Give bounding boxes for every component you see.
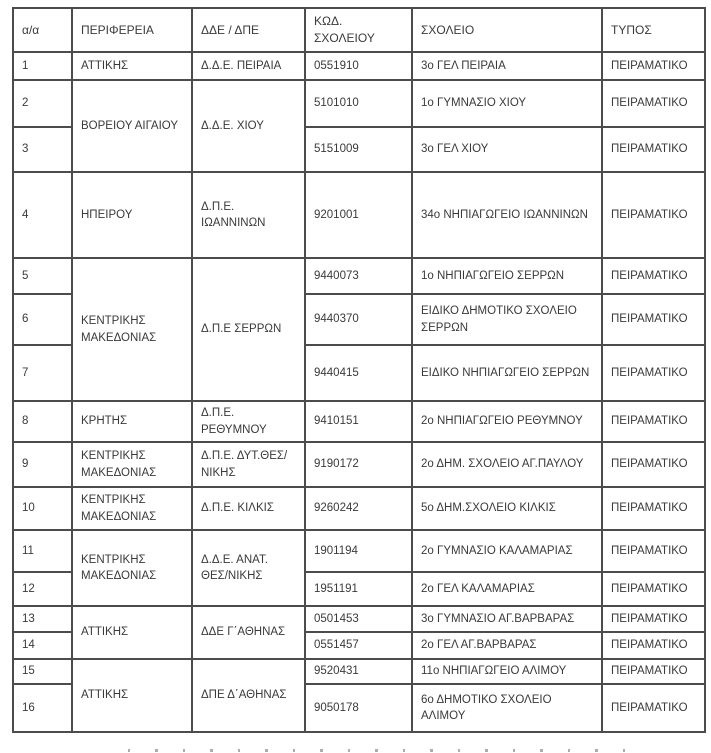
cell-num: 15 <box>13 659 72 684</box>
cell-type: ΠΕΙΡΑΜΑΤΙΚΟ <box>602 606 705 632</box>
table-row <box>13 442 705 487</box>
cropped-text-fragment <box>128 749 628 752</box>
cell-type: ΠΕΙΡΑΜΑΤΙΚΟ <box>602 659 705 684</box>
cell-region: ΑΤΤΙΚΗΣ <box>72 606 192 659</box>
cell-dde: Δ.Π.Ε. ΡΕΘΥΜΝΟΥ <box>192 401 305 442</box>
table-row <box>13 172 705 258</box>
cell-school: 5ο ΔΗΜ.ΣΧΟΛΕΙΟ ΚΙΛΚΙΣ <box>412 487 602 530</box>
cell-school: 2ο ΔΗΜ. ΣΧΟΛΕΙΟ ΑΓ.ΠΑΥΛΟΥ <box>412 442 602 487</box>
cell-code: 9050178 <box>305 684 412 732</box>
cell-school: 1ο ΝΗΠΙΑΓΩΓΕΙΟ ΣΕΡΡΩΝ <box>412 258 602 294</box>
table-row <box>13 659 705 684</box>
cell-type: ΠΕΙΡΑΜΑΤΙΚΟ <box>602 487 705 530</box>
cell-type: ΠΕΙΡΑΜΑΤΙΚΟ <box>602 632 705 659</box>
cell-num: 14 <box>13 632 72 659</box>
cell-type: ΠΕΙΡΑΜΑΤΙΚΟ <box>602 172 705 258</box>
cell-school: 2ο ΝΗΠΙΑΓΩΓΕΙΟ ΡΕΘΥΜΝΟΥ <box>412 401 602 442</box>
cell-dde: Δ.Π.Ε. ΔΥΤ.ΘΕΣ/ΝΙΚΗΣ <box>192 442 305 487</box>
cell-region: ΚΕΝΤΡΙΚΗΣ ΜΑΚΕΔΟΝΙΑΣ <box>72 442 192 487</box>
col-header-num: α/α <box>13 8 72 52</box>
cell-code: 1901194 <box>305 530 412 572</box>
col-header-school: ΣΧΟΛΕΙΟ <box>412 8 602 52</box>
cell-num: 4 <box>13 172 72 258</box>
cell-dde: Δ.Π.Ε. ΚΙΛΚΙΣ <box>192 487 305 530</box>
cell-code: 9440073 <box>305 258 412 294</box>
cell-num: 13 <box>13 606 72 632</box>
cell-school: ΕΙΔΙΚΟ ΝΗΠΙΑΓΩΓΕΙΟ ΣΕΡΡΩΝ <box>412 345 602 401</box>
cell-type: ΠΕΙΡΑΜΑΤΙΚΟ <box>602 345 705 401</box>
cell-school: 6ο ΔΗΜΟΤΙΚΟ ΣΧΟΛΕΙΟ ΑΛΙΜΟΥ <box>412 684 602 732</box>
cell-code: 9520431 <box>305 659 412 684</box>
cell-code: 5151009 <box>305 127 412 172</box>
cell-code: 9190172 <box>305 442 412 487</box>
cell-code: 5101010 <box>305 80 412 127</box>
cell-type: ΠΕΙΡΑΜΑΤΙΚΟ <box>602 258 705 294</box>
table-row <box>13 52 705 80</box>
cell-num: 7 <box>13 345 72 401</box>
cell-region: ΚΕΝΤΡΙΚΗΣ ΜΑΚΕΔΟΝΙΑΣ <box>72 530 192 606</box>
cell-num: 9 <box>13 442 72 487</box>
cell-region: ΚΕΝΤΡΙΚΗΣ ΜΑΚΕΔΟΝΙΑΣ <box>72 487 192 530</box>
cell-region: ΚΕΝΤΡΙΚΗΣ ΜΑΚΕΔΟΝΙΑΣ <box>72 258 192 401</box>
cell-school: 1ο ΓΥΜΝΑΣΙΟ ΧΙΟΥ <box>412 80 602 127</box>
col-header-region: ΠΕΡΙΦΕΡΕΙΑ <box>72 8 192 52</box>
table-row <box>13 606 705 632</box>
cell-code: 9201001 <box>305 172 412 258</box>
cell-num: 1 <box>13 52 72 80</box>
col-header-code: ΚΩΔ. ΣΧΟΛΕΙΟΥ <box>305 8 412 52</box>
cell-school: 11ο ΝΗΠΙΑΓΩΓΕΙΟ ΑΛΙΜΟΥ <box>412 659 602 684</box>
cell-dde: Δ.Π.Ε. ΙΩΑΝΝΙΝΩΝ <box>192 172 305 258</box>
cell-num: 10 <box>13 487 72 530</box>
cell-type: ΠΕΙΡΑΜΑΤΙΚΟ <box>602 127 705 172</box>
cell-code: 9440370 <box>305 294 412 345</box>
cell-dde: Δ.Δ.Ε. ΧΙΟΥ <box>192 80 305 172</box>
cell-type: ΠΕΙΡΑΜΑΤΙΚΟ <box>602 684 705 732</box>
cell-num: 2 <box>13 80 72 127</box>
cell-code: 0551457 <box>305 632 412 659</box>
header-row <box>13 8 705 52</box>
table-row <box>13 487 705 530</box>
cell-school: 3ο ΓΥΜΝΑΣΙΟ ΑΓ.ΒΑΡΒΑΡΑΣ <box>412 606 602 632</box>
table-row <box>13 401 705 442</box>
cell-num: 12 <box>13 572 72 606</box>
cell-type: ΠΕΙΡΑΜΑΤΙΚΟ <box>602 572 705 606</box>
cell-code: 0551910 <box>305 52 412 80</box>
cell-num: 8 <box>13 401 72 442</box>
cell-type: ΠΕΙΡΑΜΑΤΙΚΟ <box>602 52 705 80</box>
cell-type: ΠΕΙΡΑΜΑΤΙΚΟ <box>602 80 705 127</box>
cell-school: ΕΙΔΙΚΟ ΔΗΜΟΤΙΚΟ ΣΧΟΛΕΙΟ ΣΕΡΡΩΝ <box>412 294 602 345</box>
cell-region: ΗΠΕΙΡΟΥ <box>72 172 192 258</box>
cell-school: 2ο ΓΕΛ ΚΑΛΑΜΑΡΙΑΣ <box>412 572 602 606</box>
cell-school: 2ο ΓΥΜΝΑΣΙΟ ΚΑΛΑΜΑΡΙΑΣ <box>412 530 602 572</box>
cell-code: 1951191 <box>305 572 412 606</box>
cell-type: ΠΕΙΡΑΜΑΤΙΚΟ <box>602 442 705 487</box>
cell-school: 3ο ΓΕΛ ΧΙΟΥ <box>412 127 602 172</box>
col-header-type: ΤΥΠΟΣ <box>602 8 705 52</box>
schools-table <box>12 7 706 733</box>
table-row <box>13 258 705 294</box>
cell-region: ΒΟΡΕΙΟΥ ΑΙΓΑΙΟΥ <box>72 80 192 172</box>
cell-type: ΠΕΙΡΑΜΑΤΙΚΟ <box>602 401 705 442</box>
cell-dde: ΔΔΕ Γ΄ΑΘΗΝΑΣ <box>192 606 305 659</box>
cell-num: 11 <box>13 530 72 572</box>
cell-region: ΑΤΤΙΚΗΣ <box>72 659 192 732</box>
cell-type: ΠΕΙΡΑΜΑΤΙΚΟ <box>602 294 705 345</box>
cell-dde: ΔΠΕ Δ΄ΑΘΗΝΑΣ <box>192 659 305 732</box>
cell-code: 0501453 <box>305 606 412 632</box>
table-row <box>13 530 705 572</box>
cell-school: 3ο ΓΕΛ ΠΕΙΡΑΙΑ <box>412 52 602 80</box>
cell-code: 9440415 <box>305 345 412 401</box>
cell-dde: Δ.Δ.Ε. ΑΝΑΤ. ΘΕΣ/ΝΙΚΗΣ <box>192 530 305 606</box>
cell-school: 2ο ΓΕΛ ΑΓ.ΒΑΡΒΑΡΑΣ <box>412 632 602 659</box>
cell-region: ΑΤΤΙΚΗΣ <box>72 52 192 80</box>
cell-num: 16 <box>13 684 72 732</box>
cell-num: 6 <box>13 294 72 345</box>
cell-num: 3 <box>13 127 72 172</box>
cell-type: ΠΕΙΡΑΜΑΤΙΚΟ <box>602 530 705 572</box>
cell-dde: Δ.Π.Ε ΣΕΡΡΩΝ <box>192 258 305 401</box>
cell-dde: Δ.Δ.Ε. ΠΕΙΡΑΙΑ <box>192 52 305 80</box>
cell-code: 9260242 <box>305 487 412 530</box>
table-row <box>13 80 705 127</box>
col-header-dde: ΔΔΕ / ΔΠΕ <box>192 8 305 52</box>
cell-school: 34ο ΝΗΠΙΑΓΩΓΕΙΟ ΙΩΑΝΝΙΝΩΝ <box>412 172 602 258</box>
cell-region: ΚΡΗΤΗΣ <box>72 401 192 442</box>
cell-code: 9410151 <box>305 401 412 442</box>
cell-num: 5 <box>13 258 72 294</box>
